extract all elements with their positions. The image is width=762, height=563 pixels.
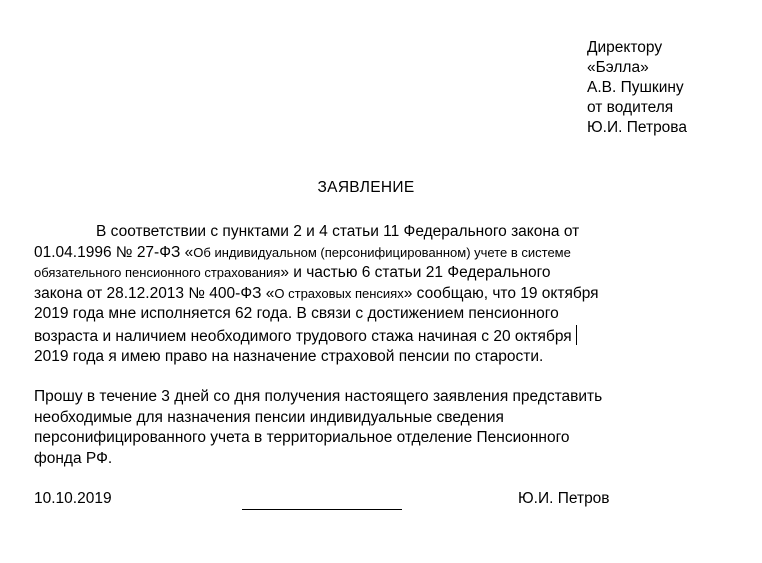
paragraph-line: фонда РФ. — [34, 449, 113, 467]
law-title-segment: О страховых пенсиях — [274, 285, 404, 301]
text-segment: » и частью 6 статьи 21 Федерального — [280, 264, 551, 281]
law-title-segment: Об индивидуальном (персонифицированном) учете в системе — [193, 244, 571, 260]
addressee-line-company: «Бэлла» — [587, 59, 649, 76]
signature-date: 10.10.2019 — [34, 490, 112, 507]
text-cursor — [576, 325, 577, 345]
paragraph-line — [34, 284, 704, 305]
paragraph-line: необходимые для назначения пенсии индивидуальные сведения — [34, 408, 504, 426]
addressee-line-director-name: А.В. Пушкину — [587, 79, 684, 96]
document-title: ЗАЯВЛЕНИЕ — [317, 179, 415, 196]
addressee-block — [587, 38, 687, 138]
paragraph-line: 2019 года мне исполняется 62 года. В связи с достижением пенсионного — [34, 305, 559, 322]
addressee-line-from: от водителя — [587, 99, 674, 116]
text-segment: возраста и наличием необходимого трудового стажа начиная с 20 октября — [34, 327, 572, 345]
paragraph-line — [34, 263, 704, 284]
law-title-segment: обязательного пенсионного страхования — [34, 265, 281, 280]
paragraph-notice — [34, 222, 704, 368]
text-segment: закона от 28.12.2013 № 400-ФЗ « — [34, 284, 275, 302]
paragraph-line: Прошу в течение 3 дней со дня получения настоящего заявления представить — [34, 388, 603, 405]
addressee-line-applicant-name: Ю.И. Петрова — [587, 119, 687, 136]
text-segment: » сообщаю, что 19 октября — [403, 284, 599, 302]
addressee-line-position: Директору — [587, 39, 663, 56]
paragraph-line: 2019 года я имею право на назначение страховой пенсии по старости. — [34, 348, 544, 365]
signature-line — [242, 509, 402, 510]
text-segment: 01.04.1996 № 27-ФЗ « — [34, 243, 194, 261]
paragraph-line: персонифицированного учета в территориальное отделение Пенсионного — [34, 429, 570, 446]
paragraph-line — [34, 243, 704, 264]
paragraph-request — [34, 387, 704, 469]
signature-name: Ю.И. Петров — [518, 490, 610, 507]
paragraph-line — [34, 325, 704, 348]
paragraph-line: В соответствии с пунктами 2 и 4 статьи 11 Федерального закона от — [96, 223, 580, 240]
